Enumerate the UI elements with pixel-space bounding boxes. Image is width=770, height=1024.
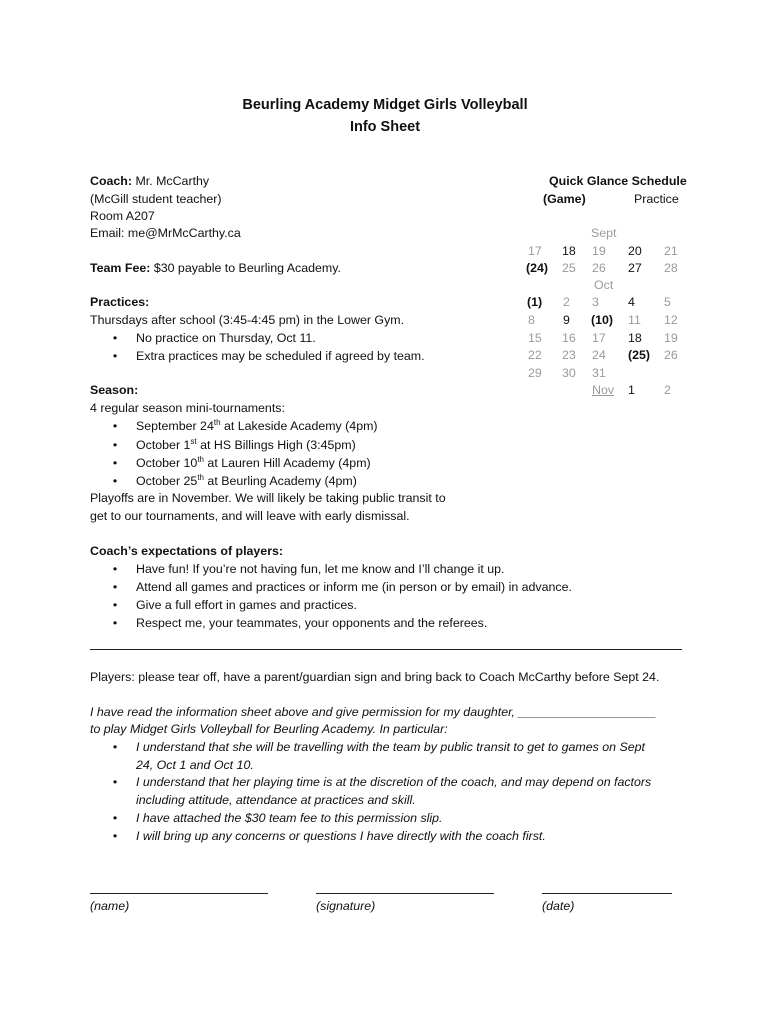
page-subtitle: Info Sheet: [349, 119, 421, 135]
bullet-icon: •: [112, 474, 118, 488]
schedule-title: Quick Glance Schedule: [549, 174, 687, 188]
team-fee-line: [90, 259, 341, 277]
bullet-icon: •: [112, 775, 118, 789]
calendar-day-game: (25): [628, 348, 651, 362]
page-title: Beurling Academy Midget Girls Volleyball: [242, 97, 528, 113]
calendar-day: 19: [664, 331, 678, 345]
calendar-day: 11: [628, 313, 641, 327]
calendar-day: 18: [562, 244, 576, 258]
calendar-day-game: (10): [591, 313, 614, 327]
calendar-day: 9: [563, 313, 570, 327]
calendar-day: 23: [562, 348, 576, 362]
calendar-day: 26: [592, 261, 606, 275]
bullet-icon: •: [112, 349, 118, 363]
calendar-day: 31: [592, 366, 606, 380]
coach-name: Mr. McCarthy: [132, 174, 210, 188]
coach-email: Email: me@MrMcCarthy.ca: [90, 226, 241, 240]
calendar-day: 4: [628, 295, 635, 309]
bullet-icon: •: [112, 580, 118, 594]
calendar-day: 29: [528, 366, 542, 380]
calendar-day: 2: [664, 383, 671, 397]
team-fee-label: Team Fee:: [90, 261, 151, 275]
coach-line: [90, 172, 209, 190]
calendar-day: 18: [628, 331, 642, 345]
bullet-icon: •: [112, 331, 118, 345]
month-oct: Oct: [594, 278, 614, 292]
bullet-icon: •: [112, 438, 118, 452]
permission-bullet-continuation: 24, Oct 1 and Oct 10.: [136, 758, 254, 772]
calendar-day: 24: [592, 348, 606, 362]
bullet-icon: •: [112, 811, 118, 825]
bullet-icon: •: [112, 598, 118, 612]
bullet-icon: •: [112, 740, 118, 754]
calendar-day: 5: [664, 295, 671, 309]
bullet-icon: •: [112, 419, 118, 433]
practices-text: Thursdays after school (3:45-4:45 pm) in the Lower Gym.: [90, 313, 405, 327]
calendar-day: 1: [628, 383, 635, 397]
calendar-day-game: (1): [527, 295, 543, 309]
month-nov: Nov: [592, 383, 615, 397]
calendar-day: 20: [628, 244, 642, 258]
calendar-day: 16: [562, 331, 576, 345]
calendar-day: 26: [664, 348, 678, 362]
date-signature-line[interactable]: [542, 893, 672, 894]
calendar-day: 3: [592, 295, 599, 309]
calendar-day: 19: [592, 244, 606, 258]
calendar-day: 25: [562, 261, 576, 275]
coach-label: Coach:: [90, 174, 132, 188]
bullet-icon: •: [112, 829, 118, 843]
calendar-day: 8: [528, 313, 535, 327]
schedule-game-label: (Game): [543, 192, 586, 206]
practices-label: Practices:: [90, 295, 150, 309]
permission-bullet-continuation: including attitude, attendance at practices and skill.: [136, 793, 416, 807]
bullet-icon: •: [112, 616, 118, 630]
tear-off-divider: [90, 649, 682, 650]
calendar-day: 30: [562, 366, 576, 380]
tear-off-instructions: Players: please tear off, have a parent/guardian sign and bring back to Coach McCarthy before Sept 24.: [90, 670, 660, 684]
expectations-label: Coach’s expectations of players:: [90, 544, 284, 558]
permission-text-2: to play Midget Girls Volleyball for Beurling Academy. In particular:: [90, 722, 448, 736]
name-signature-line[interactable]: [90, 893, 268, 894]
calendar-day: 27: [628, 261, 642, 275]
calendar-day-game: (24): [526, 261, 549, 275]
permission-text-1: I have read the information sheet above and give permission for my daughter, ____________________: [90, 705, 657, 719]
coach-room: Room A207: [90, 209, 155, 223]
playoffs-text-2: get to our tournaments, and will leave with early dismissal.: [90, 509, 410, 523]
coach-role: (McGill student teacher): [90, 192, 222, 206]
calendar-day: 12: [664, 313, 678, 327]
schedule-practice-label: Practice: [634, 192, 679, 206]
calendar-day: 21: [664, 244, 678, 258]
date-caption: (date): [542, 899, 575, 913]
calendar-day: 28: [664, 261, 678, 275]
season-label: Season:: [90, 383, 139, 397]
signature-line[interactable]: [316, 893, 494, 894]
name-caption: (name): [90, 899, 130, 913]
calendar-day: 2: [563, 295, 570, 309]
calendar-day: 17: [528, 244, 542, 258]
team-fee-text: $30 payable to Beurling Academy.: [150, 261, 341, 275]
bullet-icon: •: [112, 456, 118, 470]
calendar-day: 15: [528, 331, 542, 345]
signature-caption: (signature): [316, 899, 376, 913]
bullet-icon: •: [112, 562, 118, 576]
calendar-day: 22: [528, 348, 542, 362]
season-text: 4 regular season mini-tournaments:: [90, 401, 285, 415]
month-sept: Sept: [591, 226, 617, 240]
playoffs-text-1: Playoffs are in November. We will likely be taking public transit to: [90, 491, 446, 505]
info-sheet-page: Beurling Academy Midget Girls Volleyball Info Sheet Coach: Mr. McCarthy (McGill student teacher) Room A207 Email: me@MrMcCarthy.ca Team Fee: $30 payable to Beurling Academy. Practices: Thursdays after school (3:45-4:45 pm) in the Lower Gym. • No practice on Thursday, Oct 11. • Extra practices may be scheduled if agreed by team. Season: 4 regular season mini-tournaments: • September 24th at Lakeside Academy (4pm) • October 1st at HS Billings High (3:45pm) • October 10th at Lauren Hill Academy (4pm) • October 25th at Beurling Academy (4pm) Playoffs are in November. We will likely be taking public transit to get to our tournaments, and will leave with early dismissal. Coach’s expectations of players: • Have fun! If you’re not having fun, let me know and I’ll change it up. • Attend all games and practices or inform me (in person or by email) in advance. • Give a full effort in games and practices. • Respect me, your teammates, your opponents and the referees. Quick Glance Schedule (Game) Practice Sept 17 18 19 20 21 (24) 25 26 27 28 Oct (1) 2 3 4 5 8 9 (10) 11 12 15 16 17 18 19 22 23 24 (25) 26 29 30 31 Nov 1 2 Players: please tear off, have a parent/guardian sign and bring back to Coach McCarthy before Sept 24. I have read the information sheet above and give permission for my daughter, ____________________ to play Midget Girls Volleyball for Beurling Academy. In particular: • I understand that she will be travelling with the team by public transit to get to games on Sept 24, Oct 1 and Oct 10. • I understand that her playing time is at the discretion of the coach, and may depend on factors including attitude, attendance at practices and skill. • I have attached the $30 team fee to this permission slip. • I will bring up any concerns or questions I have directly with the coach first. (name) (signature) (date): [0, 0, 770, 1024]
calendar-day: 17: [592, 331, 606, 345]
